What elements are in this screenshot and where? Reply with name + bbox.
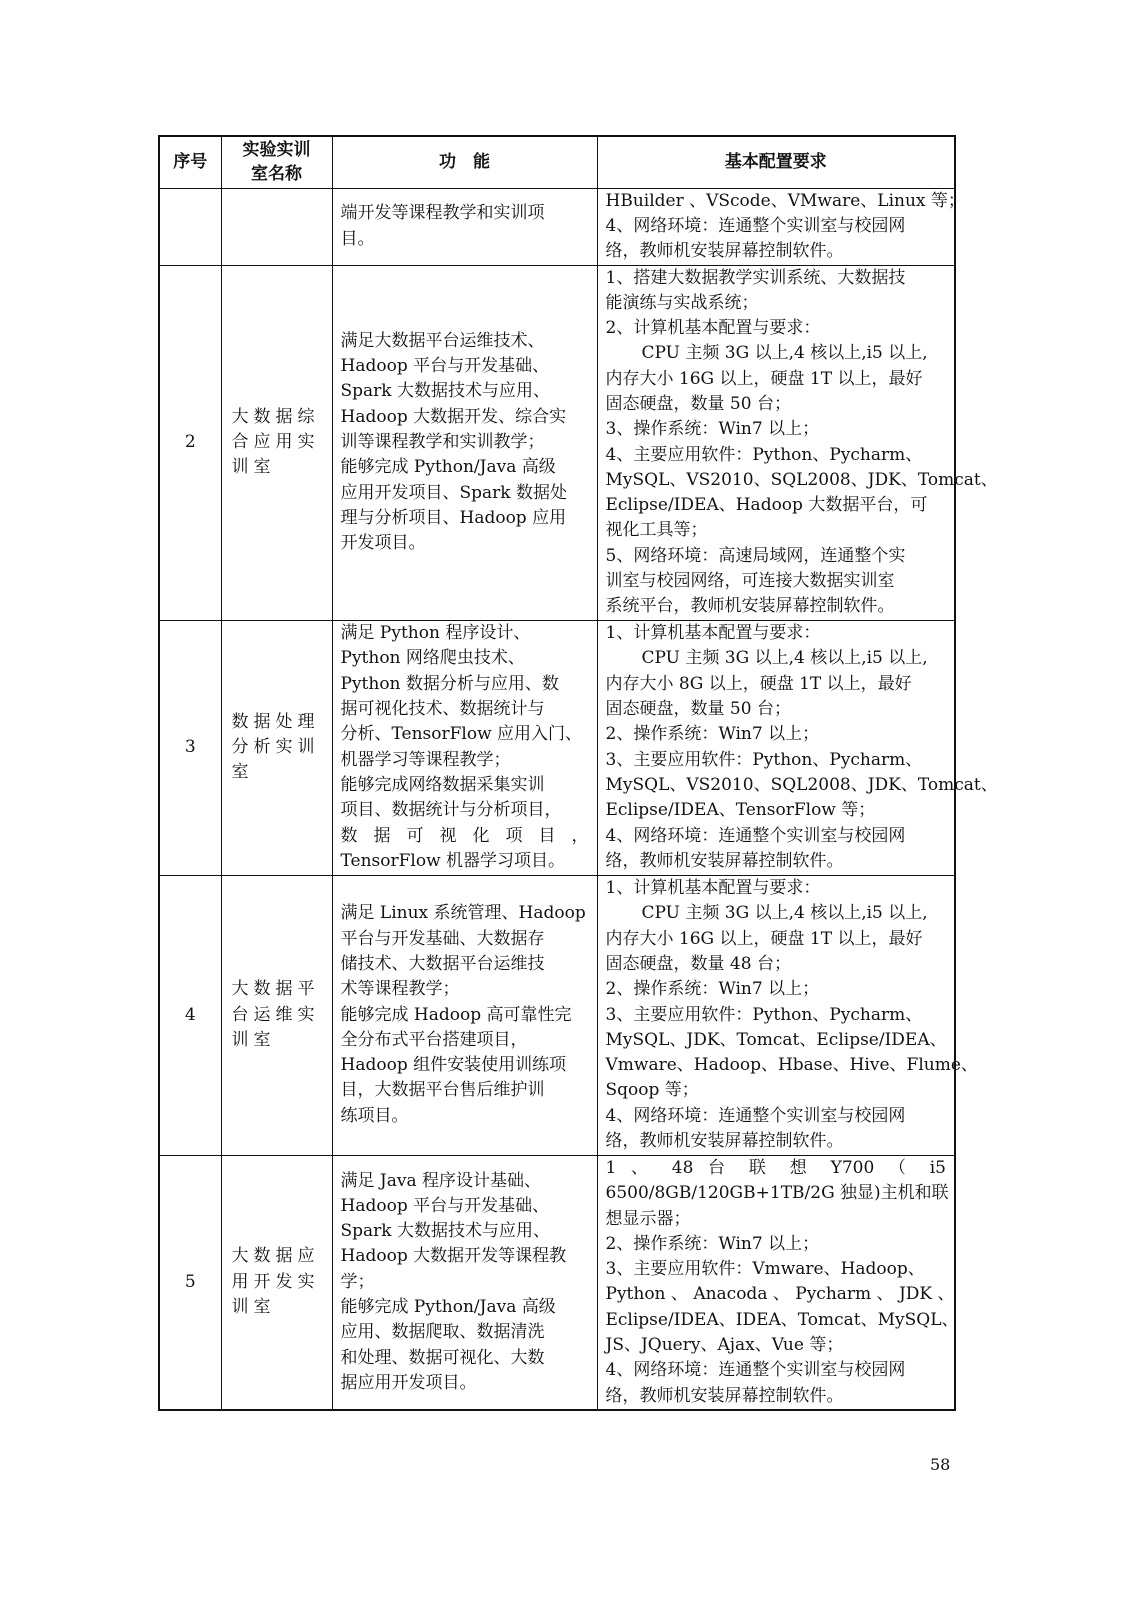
table-row [159,188,955,265]
config-line: 6500/8GB/120GB+1TB/2G 独显)主机和联 [605,1183,949,1204]
function-line: 能够完成网络数据采集实训 [340,774,545,795]
lab-name-cell [221,875,332,1155]
function-line: Hadoop 平台与开发基础、 [340,356,550,377]
lab-config-table [158,135,998,1411]
config-line: Eclipse/IDEA、TensorFlow 等； [605,800,876,821]
config-line: 4、网络环境：连通整个实训室与校园网 [605,825,906,846]
lab-name-line: 室 [231,762,254,783]
function-line: 项目、数据统计与分析项目， [340,800,562,821]
lab-name-line: 训室 [231,1029,276,1050]
config-line: 3、主要应用软件：Python、Pycharm、 [605,749,923,770]
table-row [159,620,955,875]
config-line: Eclipse/IDEA、IDEA、Tomcat、MySQL、 [605,1309,959,1330]
header-no: 序号 [159,136,221,188]
config-line: 络，教师机安装屏幕控制软件。 [605,241,844,262]
function-line: 目。 [340,228,375,249]
config-line: Python 、 Anacoda 、 Pycharm 、 JDK 、 [605,1284,955,1305]
config-line: 4、网络环境：连通整个实训室与校园网 [605,1105,906,1126]
lab-name-line: 台运维实 [231,1004,320,1025]
config-line: 系统平台，教师机安装屏幕控制软件。 [605,596,895,617]
config-cell [597,1155,959,1410]
function-line: 能够完成 Hadoop 高可靠性完 [340,1004,572,1025]
config-line: 3、操作系统：Win7 以上； [605,419,820,440]
function-line: Hadoop 大数据开发、综合实 [340,406,567,427]
function-cell [332,875,597,1155]
function-line: 练项目。 [340,1105,409,1126]
function-line: 应用、数据爬取、数据清洗 [340,1322,545,1343]
function-line: 平台与开发基础、大数据存 [340,928,545,949]
table-header-row [159,136,955,188]
function-line: 和处理、数据可视化、大数 [340,1347,545,1368]
function-line: Hadoop 组件安装使用训练项 [340,1055,567,1076]
config-line: 固态硬盘，数量 50 台； [605,393,791,414]
config-line: 3、主要应用软件：Vmware、Hadoop、 [605,1259,925,1280]
config-line: 想显示器； [605,1208,691,1229]
config-line: 4、主要应用软件：Python、Pycharm、 [605,444,923,465]
config-line: 1、搭建大数据教学实训系统、大数据技 [605,267,906,288]
function-line: Python 数据分析与应用、数 [340,673,559,694]
function-line: Hadoop 大数据开发等课程教 [340,1246,567,1267]
lab-name-cell [221,265,332,620]
lab-name-line: 分析实训 [231,737,320,757]
config-line: MySQL、VS2010、SQL2008、JDK、Tomcat、 [605,774,998,795]
function-line: 据可视化技术、数据统计与 [340,699,545,720]
function-line: 理与分析项目、Hadoop 应用 [340,507,567,528]
config-line: 3、主要应用软件：Python、Pycharm、 [605,1004,923,1025]
header-lab-name [221,136,332,188]
config-line: MySQL、JDK、Tomcat、Eclipse/IDEA、 [605,1029,947,1050]
config-line: 固态硬盘，数量 48 台； [605,953,791,974]
function-cell [332,265,597,620]
config-cell [597,620,998,875]
function-line: TensorFlow 机器学习项目。 [340,850,566,871]
config-cell [597,875,978,1155]
function-line: 储技术、大数据平台运维技 [340,953,545,974]
function-line: 满足大数据平台运维技术、 [340,330,545,351]
row-number: 2 [159,265,221,620]
lab-name-line: 数据处理 [231,711,320,732]
config-line: Vmware、Hadoop、Hbase、Hive、Flume、 [605,1055,978,1076]
function-line: 能够完成 Python/Java 高级 [340,457,556,478]
config-line: 2、计算机基本配置与要求： [605,318,821,339]
config-line: 4、网络环境：连通整个实训室与校园网 [605,1360,906,1381]
function-line: Hadoop 平台与开发基础、 [340,1195,550,1216]
function-line: 据应用开发项目。 [340,1372,477,1393]
function-line: 端开发等课程教学和实训项 [340,203,545,224]
config-line: MySQL、VS2010、SQL2008、JDK、Tomcat、 [605,469,998,490]
config-cell [597,188,965,265]
config-line: 2、操作系统：Win7 以上； [605,724,820,745]
config-line: CPU 主频 3G 以上,4 核以上,i5 以上, [641,903,928,924]
lab-name-line: 合应用实 [231,431,320,452]
config-line: CPU 主频 3G 以上,4 核以上,i5 以上, [641,343,928,364]
config-line: 视化工具等； [605,520,708,541]
config-line: 固态硬盘，数量 50 台； [605,699,791,720]
function-line: Spark 大数据技术与应用、 [340,1221,550,1242]
config-line: JS、JQuery、Ajax、Vue 等； [605,1335,844,1355]
config-line: 4、网络环境：连通整个实训室与校园网 [605,215,906,236]
lab-name-line: 训室 [231,1297,276,1318]
row-number: 4 [159,875,221,1155]
config-line: 1 、 48 台 联 想 Y700 （ i5 [605,1157,946,1178]
lab-name-line: 训室 [231,457,276,478]
function-line: 开发项目。 [340,533,426,554]
config-line: CPU 主频 3G 以上,4 核以上,i5 以上, [641,648,928,669]
lab-name-cell [221,1155,332,1410]
lab-name-line: 大数据综 [231,406,320,427]
config-line: 训室与校园网络，可连接大数据实训室 [605,571,895,592]
function-line: 分析、TensorFlow 应用入门、 [340,724,583,745]
function-cell [332,188,597,265]
function-line: 应用开发项目、Spark 数据处 [340,482,567,503]
config-line: 1、计算机基本配置与要求： [605,623,821,644]
config-line: 络，教师机安装屏幕控制软件。 [605,1130,844,1151]
lab-name-cell [221,188,332,265]
config-cell [597,265,998,620]
row-number: 3 [159,620,221,875]
config-line: 内存大小 16G 以上，硬盘 1T 以上，最好 [605,928,923,949]
function-line: 满足 Java 程序设计基础、 [340,1170,541,1191]
header-config: 基本配置要求 [597,136,955,188]
lab-name-line: 大数据应 [231,1246,320,1267]
row-number: 5 [159,1155,221,1410]
table-body [159,188,998,1410]
function-line: 满足 Linux 系统管理、Hadoop [340,903,586,924]
page-number: 58 [930,1455,951,1474]
function-line: 满足 Python 程序设计、 [340,623,531,644]
lab-name-line: 用开发实 [231,1271,320,1292]
header-function: 功 能 [332,136,597,188]
header-lab-name-line: 室名称 [251,164,302,185]
config-line: 1、计算机基本配置与要求： [605,878,821,899]
function-line: 术等课程教学； [340,979,460,1000]
config-line: 能演练与实战系统； [605,292,759,313]
table-row [159,265,955,620]
function-line: 目，大数据平台售后维护训 [340,1080,545,1101]
function-line: 训等课程教学和实训教学； [340,431,545,452]
function-line: 学； [340,1271,375,1292]
header-lab-name-line: 实验实训 [242,140,311,161]
function-line: 数据可视化项目， [340,825,589,846]
table-row [159,875,955,1155]
config-line: 内存大小 16G 以上，硬盘 1T 以上，最好 [605,368,923,389]
function-line: Python 网络爬虫技术、 [340,648,525,669]
function-line: Spark 大数据技术与应用、 [340,381,550,402]
lab-name-cell [221,620,332,875]
config-line: Eclipse/IDEA、Hadoop 大数据平台，可 [605,495,928,516]
config-line: 5、网络环境：高速局域网，连通整个实 [605,545,906,566]
row-number [159,188,221,265]
function-line: 全分布式平台搭建项目， [340,1029,528,1050]
config-line: 络，教师机安装屏幕控制软件。 [605,850,844,871]
table-row [159,1155,955,1410]
config-line: Sqoop 等； [605,1080,699,1101]
function-cell [332,620,597,875]
function-line: 能够完成 Python/Java 高级 [340,1297,556,1318]
config-line: HBuilder 、VScode、VMware、Linux 等； [605,190,965,211]
config-line: 2、操作系统：Win7 以上； [605,1233,820,1254]
config-line: 络，教师机安装屏幕控制软件。 [605,1385,844,1406]
function-line: 机器学习等课程教学； [340,749,511,770]
lab-name-line: 大数据平 [231,979,320,1000]
function-cell [332,1155,597,1410]
config-line: 内存大小 8G 以上，硬盘 1T 以上，最好 [605,673,912,694]
config-line: 2、操作系统：Win7 以上； [605,979,820,1000]
